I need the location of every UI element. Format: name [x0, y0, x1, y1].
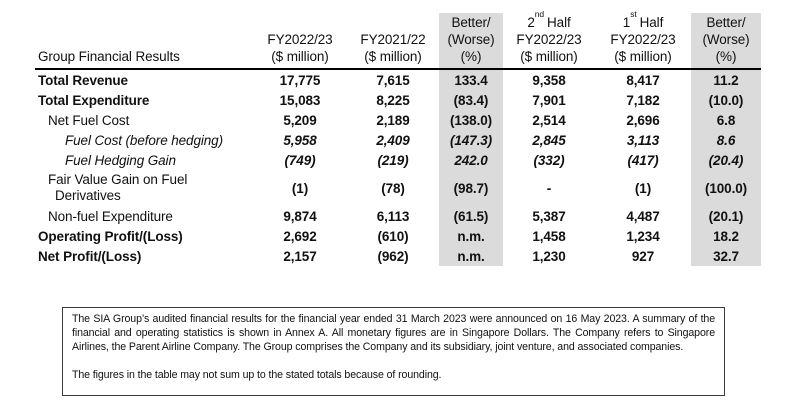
- value-cell: (219): [377, 152, 409, 168]
- value-cell: 11.2: [691, 70, 761, 90]
- value-cell: n.m.: [439, 226, 503, 246]
- table-title: Group Financial Results: [38, 49, 180, 64]
- row-net-profit-loss: [35, 246, 761, 266]
- value-cell: 7,182: [626, 92, 660, 108]
- value-cell: (749): [284, 152, 316, 168]
- header-year: (Worse): [447, 32, 495, 47]
- value-cell: 17,775: [279, 72, 321, 88]
- value-cell: (962): [377, 248, 409, 264]
- column-header-2nd-half: [503, 9, 595, 68]
- value-cell: (1): [634, 180, 652, 196]
- value-cell: 2,692: [283, 228, 317, 244]
- value-cell: (1): [291, 180, 309, 196]
- footnote-box: [62, 307, 725, 396]
- header-top: Better/: [451, 15, 491, 30]
- header-year: FY2021/22: [360, 32, 426, 47]
- value-cell: (20.1): [691, 206, 761, 226]
- table-title-cell: [35, 13, 253, 68]
- value-cell: 2,189: [376, 112, 410, 128]
- value-cell: 18.2: [691, 226, 761, 246]
- value-cell: 2,845: [532, 132, 566, 148]
- value-cell: (10.0): [691, 90, 761, 110]
- value-cell: 5,958: [283, 132, 317, 148]
- row-fair-value-gain-on-fuel-derivatives: [35, 170, 761, 206]
- value-cell: 15,083: [279, 92, 321, 108]
- column-header-better-worse-half: [691, 13, 761, 68]
- value-cell: 6,113: [376, 208, 410, 224]
- header-unit: (%): [715, 49, 737, 64]
- table-header-row: [35, 9, 761, 70]
- value-cell: 3,113: [626, 132, 660, 148]
- value-cell: 32.7: [691, 246, 761, 266]
- value-cell: (147.3): [439, 130, 503, 150]
- value-cell: (610): [377, 228, 409, 244]
- row-non-fuel-expenditure: [35, 206, 761, 226]
- row-label: Net Profit/(Loss): [38, 248, 142, 264]
- value-cell: 9,358: [532, 72, 566, 88]
- value-cell: (98.7): [439, 170, 503, 206]
- value-cell: 8,417: [626, 72, 660, 88]
- column-header-better-worse-fy: [439, 13, 503, 68]
- group-financial-results-table: [35, 9, 761, 266]
- value-cell: 7,901: [532, 92, 566, 108]
- row-label: Fair Value Gain on Fuel Derivatives: [48, 172, 188, 203]
- value-cell: 1,230: [532, 248, 566, 264]
- row-total-revenue: [35, 70, 761, 90]
- header-unit: (%): [460, 49, 482, 64]
- value-cell: (61.5): [439, 206, 503, 226]
- header-top: 1stHalf: [622, 9, 664, 30]
- value-cell: 2,696: [626, 112, 660, 128]
- row-label: Operating Profit/(Loss): [38, 228, 183, 244]
- row-label: Fuel Hedging Gain: [65, 152, 176, 168]
- value-cell: (20.4): [691, 150, 761, 170]
- row-label: Total Revenue: [38, 72, 128, 88]
- value-cell: (138.0): [439, 110, 503, 130]
- value-cell: 6.8: [691, 110, 761, 130]
- value-cell: 8,225: [376, 92, 410, 108]
- value-cell: (100.0): [691, 170, 761, 206]
- row-label: Total Expenditure: [38, 92, 150, 108]
- value-cell: 1,458: [532, 228, 566, 244]
- header-year: FY2022/23: [267, 32, 333, 47]
- value-cell: (78): [381, 180, 405, 196]
- value-cell: 133.4: [439, 70, 503, 90]
- value-cell: 927: [631, 248, 655, 264]
- column-header-fy2022-23: [253, 13, 347, 68]
- value-cell: n.m.: [439, 246, 503, 266]
- row-label: Fuel Cost (before hedging): [65, 132, 223, 148]
- value-cell: -: [546, 180, 552, 196]
- value-cell: 2,157: [283, 248, 317, 264]
- value-cell: 8.6: [691, 130, 761, 150]
- row-total-expenditure: [35, 90, 761, 110]
- header-year: FY2022/23: [516, 32, 582, 47]
- value-cell: 9,874: [283, 208, 317, 224]
- value-cell: (83.4): [439, 90, 503, 110]
- row-net-fuel-cost: [35, 110, 761, 130]
- value-cell: 2,514: [532, 112, 566, 128]
- value-cell: 242.0: [439, 150, 503, 170]
- header-year: (Worse): [702, 32, 750, 47]
- header-top: Better/: [706, 15, 746, 30]
- value-cell: 2,409: [376, 132, 410, 148]
- value-cell: (332): [533, 152, 565, 168]
- footnote-paragraph-rounding: The figures in the table may not sum up to the stated totals because of rounding.: [72, 368, 442, 381]
- value-cell: 4,487: [626, 208, 660, 224]
- row-fuel-cost-before-hedging: [35, 130, 761, 150]
- header-unit: ($ million): [364, 49, 422, 64]
- row-label: Non-fuel Expenditure: [48, 208, 173, 224]
- header-unit: ($ million): [520, 49, 578, 64]
- value-cell: 5,209: [283, 112, 317, 128]
- header-unit: ($ million): [614, 49, 672, 64]
- value-cell: 7,615: [376, 72, 410, 88]
- header-year: FY2022/23: [610, 32, 676, 47]
- ordinal-superscript: st: [630, 9, 637, 19]
- column-header-fy2021-22: [347, 13, 439, 68]
- header-top: 2ndHalf: [527, 9, 571, 30]
- row-operating-profit-loss: [35, 226, 761, 246]
- value-cell: 5,387: [532, 208, 566, 224]
- value-cell: 1,234: [626, 228, 660, 244]
- footnote-paragraph-announcement: The SIA Group’s audited financial results for the financial year ended 31 March 2023 were announced on 16 May 2023. A summary of the financial and operating statistics is shown in Annex A. All monetary figures are in Singapore Dollars. The Company refers to Singapore Airlines, the Parent Airline Company. The Group comprises the Company and its subsidiary, joint venture, and associated companies.: [72, 313, 715, 354]
- header-unit: ($ million): [271, 49, 329, 64]
- row-fuel-hedging-gain: [35, 150, 761, 170]
- ordinal-superscript: nd: [534, 9, 545, 19]
- column-header-1st-half: [595, 9, 691, 68]
- row-label: Net Fuel Cost: [48, 112, 130, 128]
- value-cell: (417): [627, 152, 659, 168]
